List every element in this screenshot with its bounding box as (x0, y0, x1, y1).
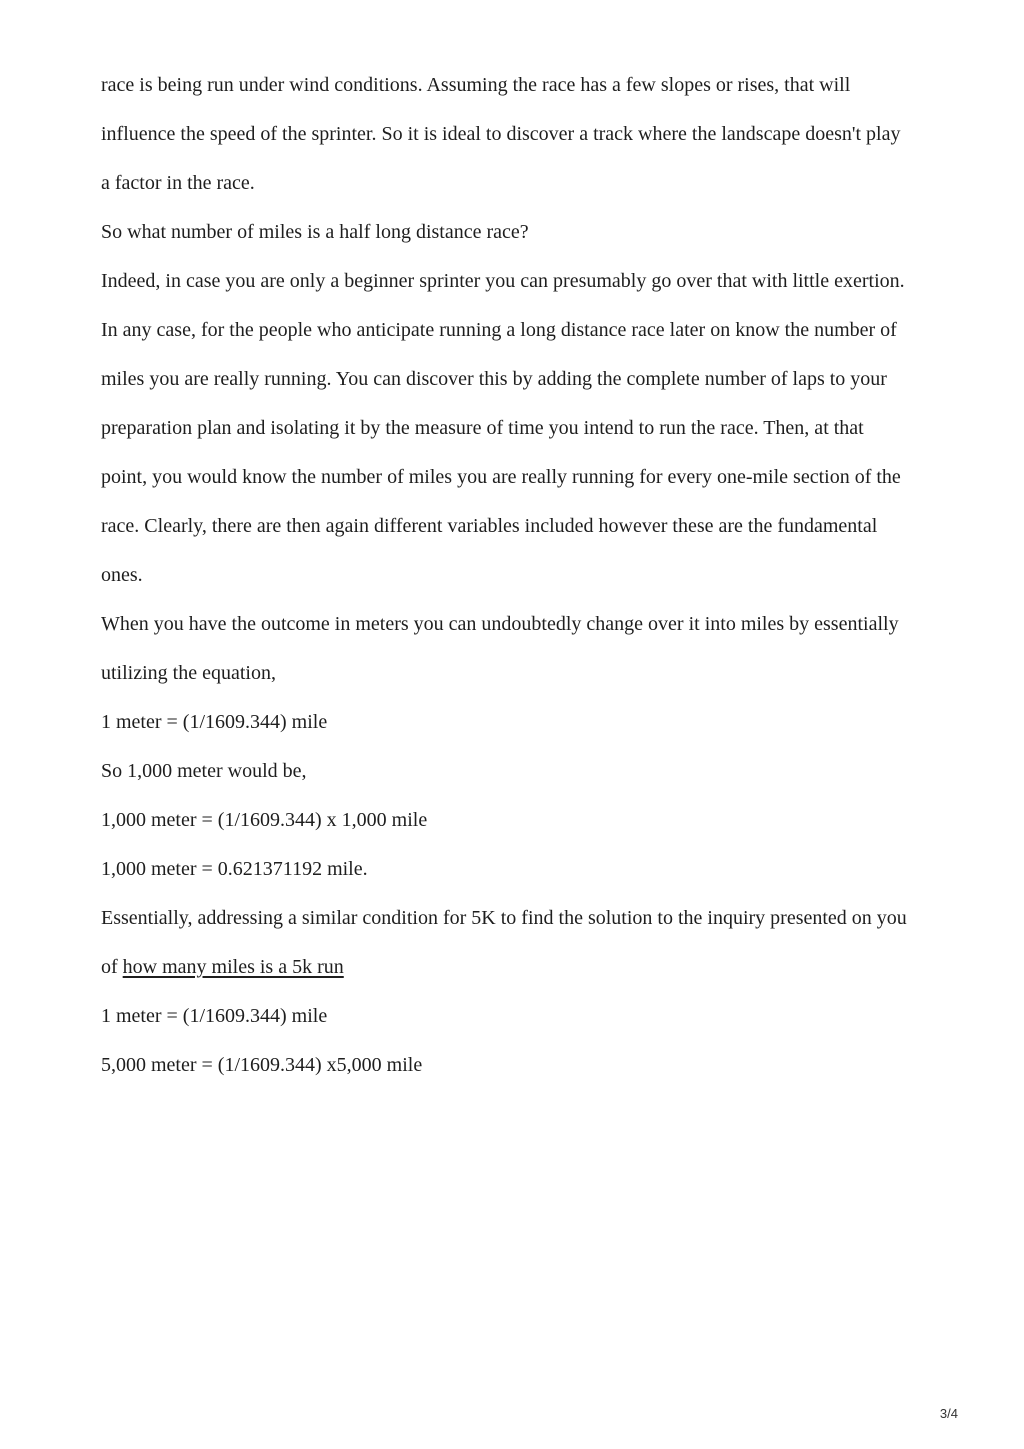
link-paragraph (101, 953, 923, 981)
paragraph: influence the speed of the sprinter. So it is ideal to discover a track where the landscape doesn't play (101, 123, 901, 145)
link-prefix: of (101, 956, 123, 978)
paragraph: race is being run under wind conditions. Assuming the race has a few slopes or rises, that will (101, 74, 851, 96)
equation-line: 1 meter = (1/1609.344) mile (101, 711, 328, 733)
5k-miles-link[interactable]: how many miles is a 5k run (122, 956, 344, 978)
paragraph: ones. (101, 564, 143, 586)
paragraph: In any case, for the people who anticipate running a long distance race later on know the number of (101, 319, 897, 341)
paragraph: When you have the outcome in meters you can undoubtedly change over it into miles by essentially (101, 613, 899, 635)
paragraph: race. Clearly, there are then again different variables included however these are the fundamental (101, 515, 878, 537)
equation-line: 5,000 meter = (1/1609.344) x5,000 mile (101, 1054, 423, 1076)
paragraph: So 1,000 meter would be, (101, 760, 307, 782)
paragraph: miles you are really running. You can discover this by adding the complete number of laps to your (101, 368, 887, 390)
paragraph: Essentially, addressing a similar condition for 5K to find the solution to the inquiry presented on you (101, 907, 907, 929)
paragraph: Indeed, in case you are only a beginner sprinter you can presumably go over that with little exertion. (101, 270, 905, 292)
document-body (101, 71, 923, 1100)
paragraph: a factor in the race. (101, 172, 255, 194)
page-number: 3/4 (939, 1406, 958, 1421)
paragraph: So what number of miles is a half long distance race? (101, 221, 529, 243)
equation-line: 1 meter = (1/1609.344) mile (101, 1005, 328, 1027)
paragraph: preparation plan and isolating it by the measure of time you intend to run the race. Then, at that (101, 417, 864, 439)
equation-line: 1,000 meter = (1/1609.344) x 1,000 mile (101, 809, 428, 831)
paragraph: point, you would know the number of miles you are really running for every one-mile section of the (101, 466, 901, 488)
paragraph: utilizing the equation, (101, 662, 276, 684)
equation-line: 1,000 meter = 0.621371192 mile. (101, 858, 368, 880)
